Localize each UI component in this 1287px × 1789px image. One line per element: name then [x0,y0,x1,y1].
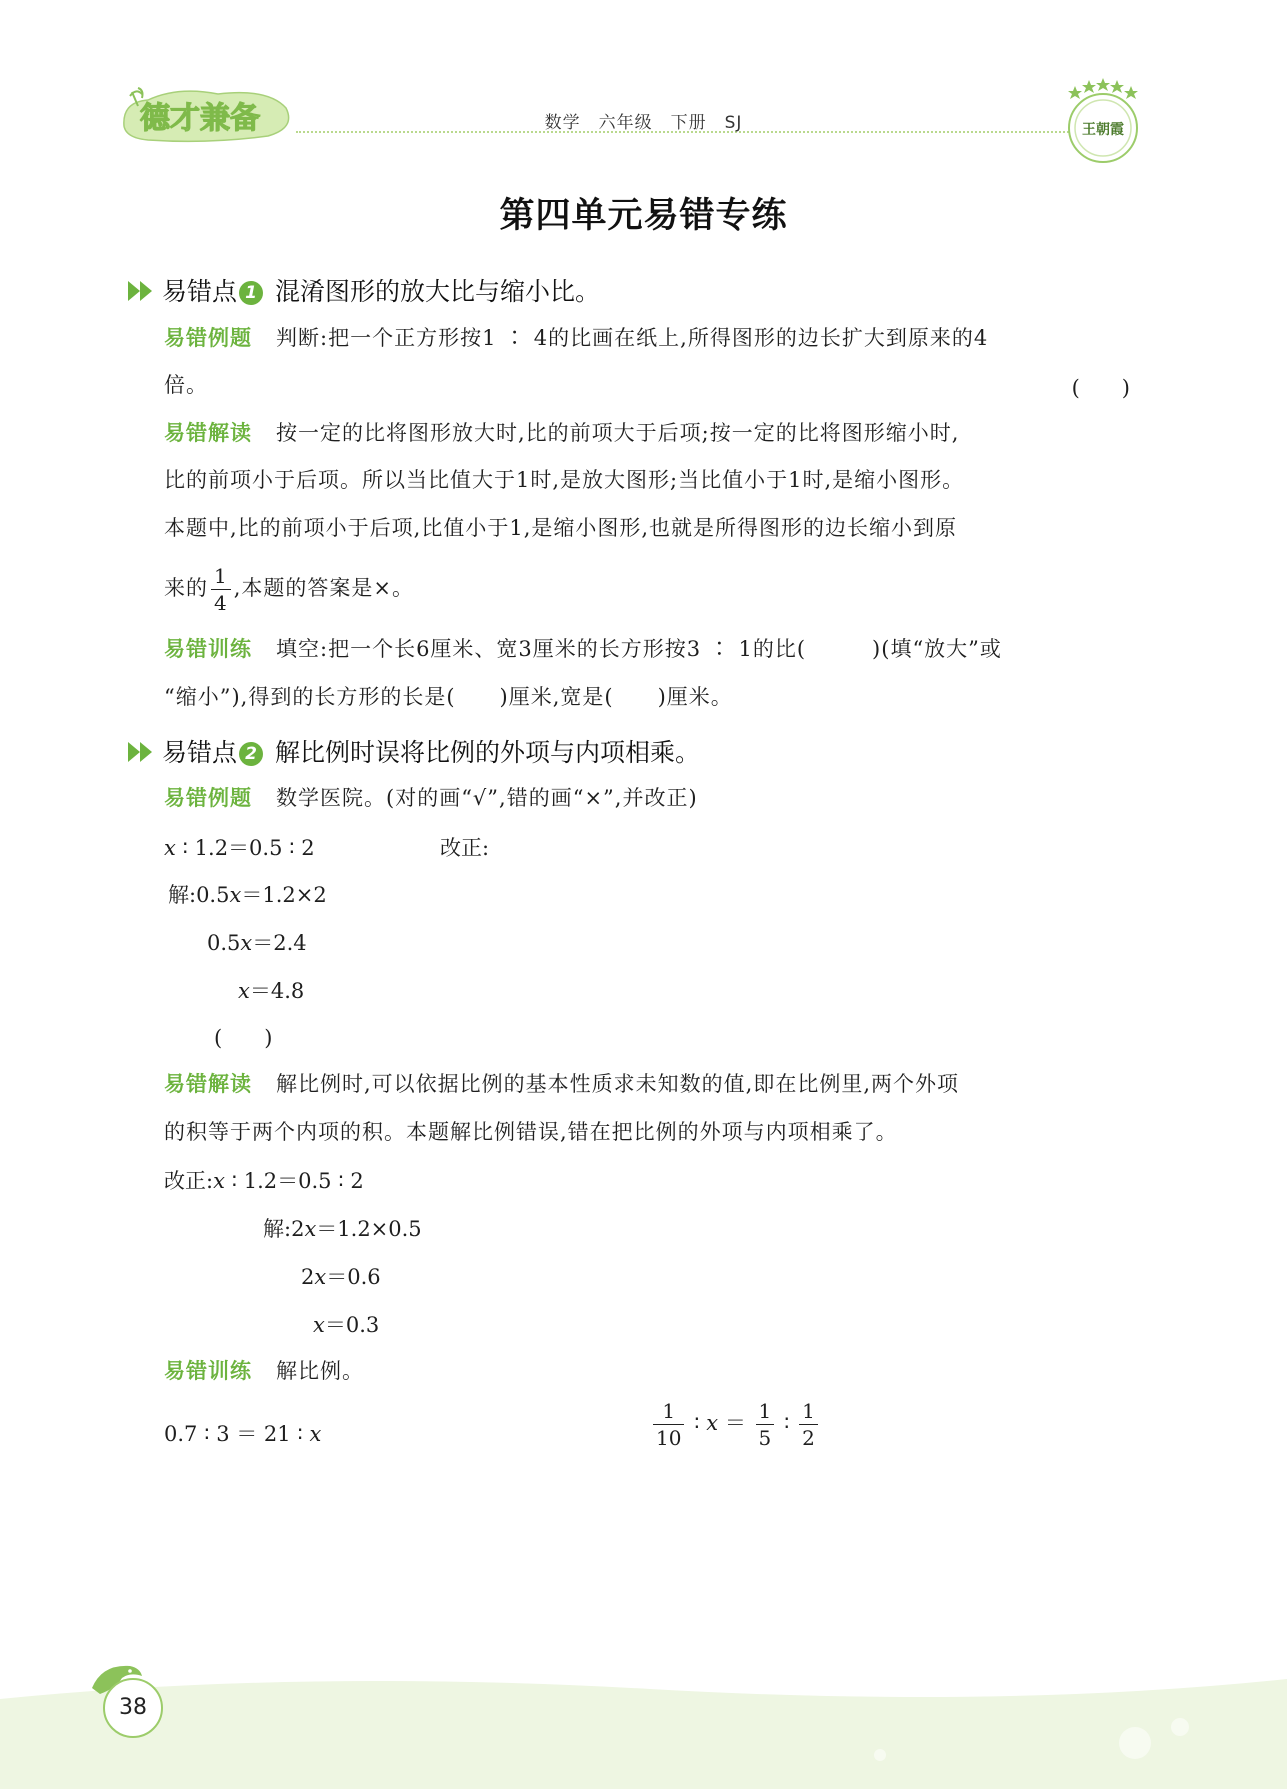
point-number-badge: 2 [239,742,263,766]
point-number-badge: 1 [239,281,263,305]
explain-tag: 易错解读 [164,421,252,445]
point-title: 解比例时误将比例的外项与内项相乘。 [275,738,701,767]
fix-line-4: x＝0.3 [313,1313,380,1337]
double-arrow-icon [128,279,158,303]
point-label: 易错点 [162,277,238,306]
example-1-line-2 [164,370,1130,400]
train-tag: 易错训练 [164,1359,252,1383]
example-tag: 易错例题 [164,786,252,810]
double-arrow-icon [128,740,158,764]
answer-parentheses: ( ) [1071,376,1130,400]
explain-text: 解比例时,可以依据比例的基本性质求未知数的值,即在比例里,两个外项 [276,1072,960,1096]
fix-line-1: 改正:x ∶ 1.2＝0.5 ∶ 2 [164,1169,364,1193]
seal-text: 王朝霞 [1082,122,1124,138]
fix-line-2: 解:2x＝1.2×0.5 [263,1217,422,1241]
train-1-line-2: “缩小”),得到的长方形的长是( )厘米,宽是( )厘米。 [164,685,733,709]
answer-parentheses: ( ) [214,1026,273,1050]
footer-decoration [0,1659,1287,1789]
explain-text-post: ,本题的答案是×。 [233,576,415,600]
explain-tag: 易错解读 [164,1072,252,1096]
subject-line: 数学 六年级 下册 SJ [544,113,743,133]
wrong-step-2: 0.5x＝2.4 [207,931,307,955]
example-text: 判断:把一个正方形按1 ∶ 4的比画在纸上,所得图形的边长扩大到原来的4 [276,326,989,350]
error-point-1-heading [128,272,600,308]
train-text: 填空:把一个长6厘米、宽3厘米的长方形按3 ∶ 1的比( )(填“放大”或 [276,637,1002,661]
page-number: 38 [103,1678,163,1738]
train-text: 解比例。 [276,1359,364,1383]
explain-1-line-1 [164,418,1130,448]
train-2-line-1 [164,1356,1130,1386]
point-label: 易错点 [162,738,238,767]
explain-1-line-2: 比的前项小于后项。所以当比值大于1时,是放大图形;当比值小于1时,是缩小图形。 [164,468,965,492]
explain-text: 按一定的比将图形放大时,比的前项大于后项;按一定的比将图形缩小时, [276,421,960,445]
explain-1-line-3: 本题中,比的前项小于后项,比值小于1,是缩小图形,也就是所得图形的边长缩小到原 [164,516,958,540]
brand-logo-text: 德才兼备 [140,101,260,136]
example-text-cont: 倍。 [164,373,208,397]
practice-problem-2: $\frac{1}{10}$ ∶ x ＝ $\frac{1}{5}$ ∶ $\frac{1}{2}$ [650,1398,821,1451]
train-1-line-1 [164,634,1130,664]
fraction-c: $\frac{1}{2}$ [799,1398,818,1451]
example-1-line-1 [164,323,1130,353]
train-tag: 易错训练 [164,637,252,661]
fix-line-3: 2x＝0.6 [301,1265,381,1289]
wrong-step-3: x＝4.8 [238,979,305,1003]
wrong-step-1: 解:0.5x＝1.2×2 [168,883,327,907]
page-title: 第四单元易错专练 [499,196,788,236]
explain-1-line-4 [164,558,1130,618]
fraction-denominator: 4 [214,591,228,615]
example-text: 数学医院。(对的画“√”,错的画“×”,并改正) [276,786,698,810]
author-seal [1061,76,1145,168]
example-2-line-1 [164,783,1130,813]
wrong-equation: x ∶ 1.2＝0.5 ∶ 2 [164,836,315,860]
example-tag: 易错例题 [164,326,252,350]
fraction-numerator: 1 [211,563,231,590]
practice-problem-1: 0.7 ∶ 3 ＝ 21 ∶ x [164,1422,322,1446]
explain-2-line-2: 的积等于两个内项的积。本题解比例错误,错在把比例的外项与内项相乘了。 [164,1120,898,1144]
explain-2-line-1 [164,1069,1130,1099]
fraction-b: $\frac{1}{5}$ [756,1398,775,1451]
error-point-2-heading [128,733,700,769]
fraction-a: $\frac{1}{10}$ [653,1398,684,1451]
fraction-one-quarter [211,563,231,616]
explain-text-pre: 来的 [164,576,208,600]
correction-label: 改正: [440,836,490,860]
point-title: 混淆图形的放大比与缩小比。 [275,277,601,306]
